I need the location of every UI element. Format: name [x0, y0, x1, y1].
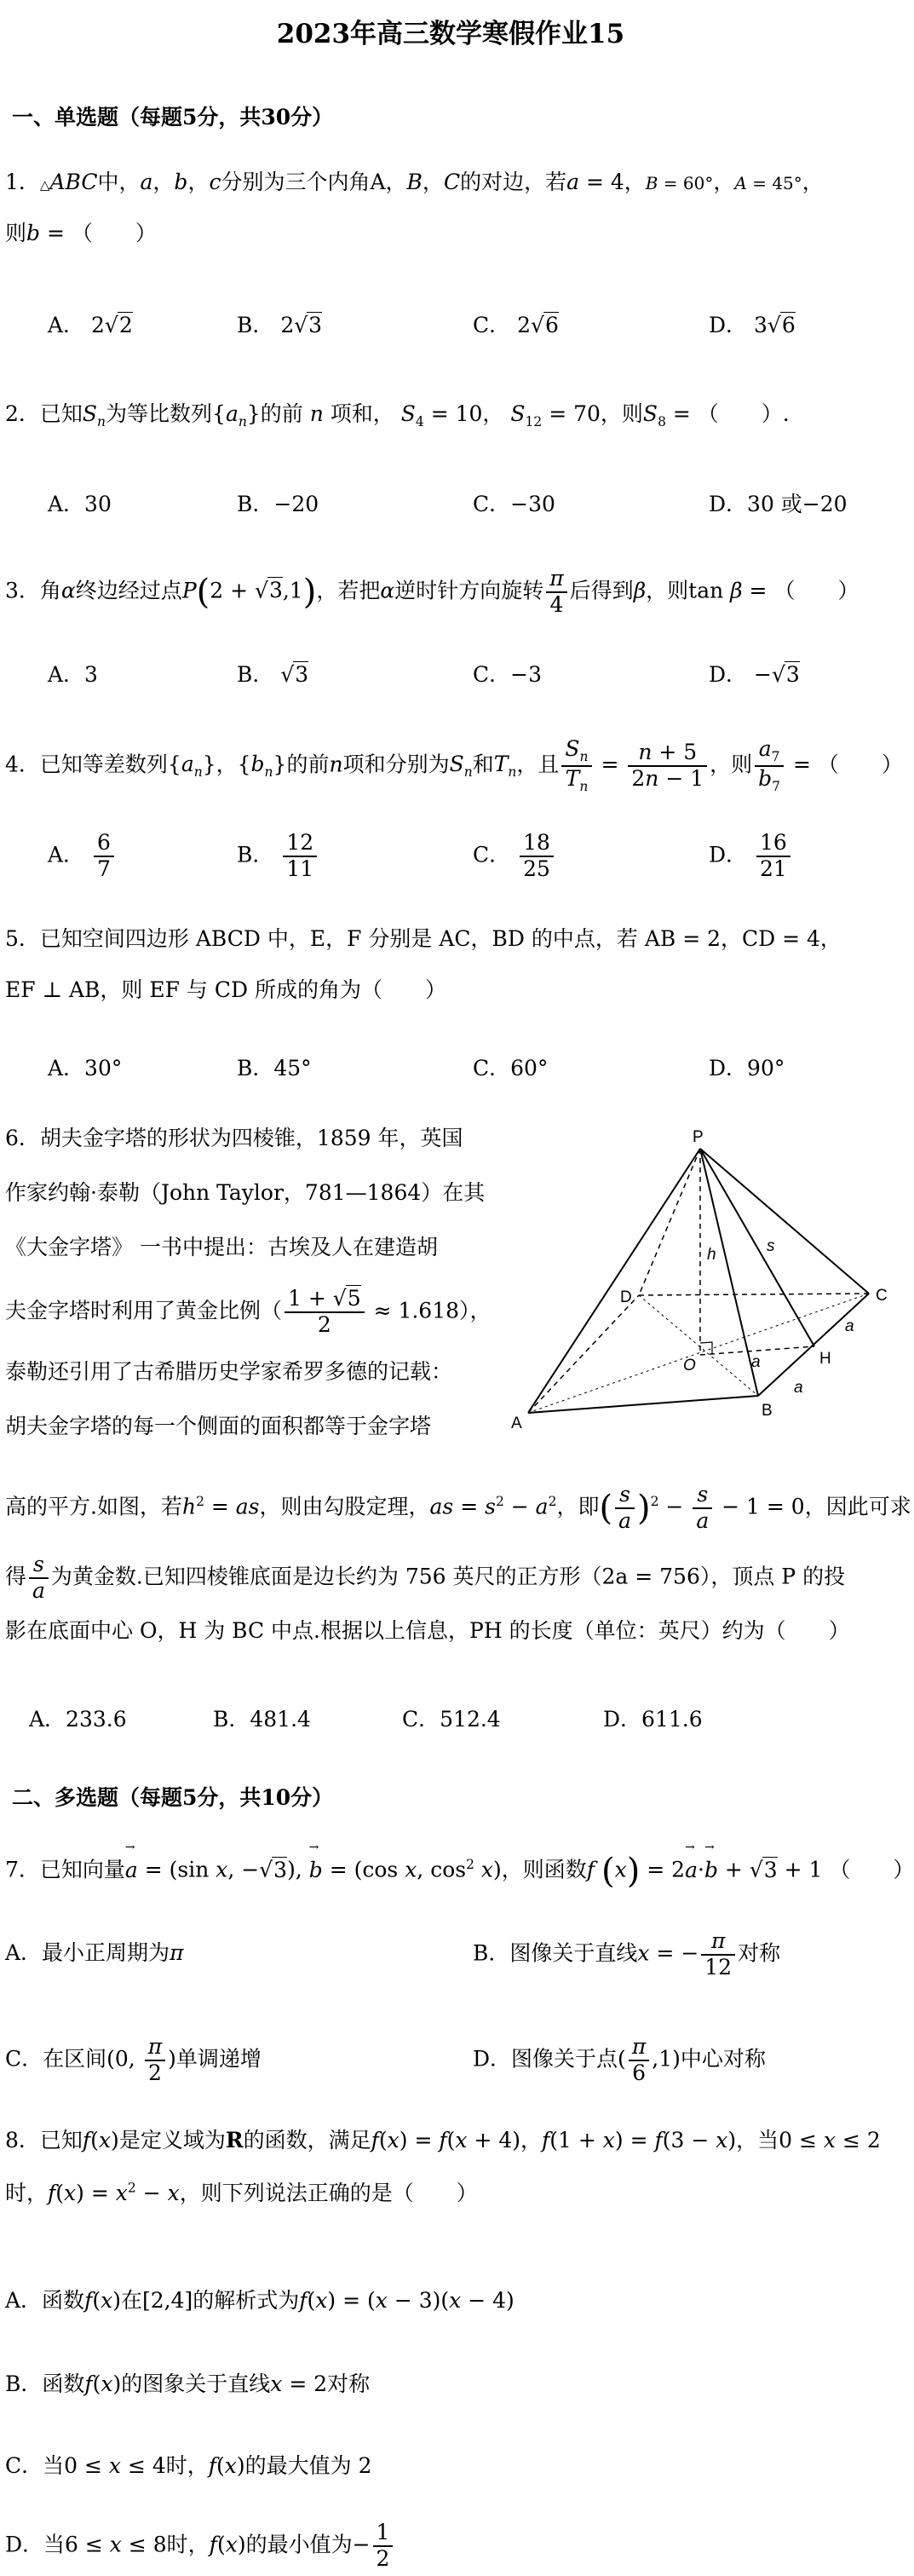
question-6-line1: 6．胡夫金字塔的形状为四棱锥，1859 年，英国	[5, 1126, 463, 1150]
question-4: 4．已知等差数列$\{a_n\}$，$\{b_n\}$的前n项和分别为$S_n$和$T_n$，且 $\frac{S_n}{T_n}$ = $\frac{n + 5}{2n - 1}$ ，则 $\frac{a_7}{b_7}$ = （ ）	[5, 736, 903, 794]
pyramid-figure	[511, 1123, 894, 1438]
question-8-line2: 时，$f(x) = x^2 - x$，则下列说法正确的是（ ）	[5, 2180, 478, 2205]
question-6-line6: 胡夫金字塔的每一个侧面的面积都等于金字塔	[5, 1414, 432, 1438]
q8-option-d[interactable]: D．当6 ≤ x ≤ 8时，f(x)的最小值为− $\frac{1}{2}$	[5, 2521, 395, 2572]
q3-option-d[interactable]: D． −√3	[709, 662, 800, 687]
q8-option-b[interactable]: B．函数f(x)的图象关于直线x = 2对称	[5, 2371, 371, 2396]
fig-label-p: P	[693, 1128, 704, 1146]
page-title: 2023年高三数学寒假作业15	[276, 19, 625, 49]
q4-option-d[interactable]: D． $\frac{16}{21}$	[709, 831, 793, 882]
question-1-line2: 则b = （ ）	[5, 221, 157, 245]
q3-option-b[interactable]: B． √3	[237, 662, 309, 687]
fig-label-a-oh: a	[751, 1353, 761, 1371]
q2-option-d[interactable]: D．30 或−20	[709, 492, 848, 516]
q7-option-c[interactable]: C．在区间(0, $\frac{\pi}{2}$ )单调递增	[5, 2034, 262, 2085]
q7-option-d[interactable]: D．图像关于点( $\frac{\pi}{6}$ ,1)中心对称	[473, 2034, 766, 2085]
fig-label-a-hc: a	[845, 1317, 854, 1335]
q1-option-b[interactable]: B． 2√3	[237, 313, 323, 337]
q6-option-d[interactable]: D．611.6	[603, 1707, 703, 1732]
question-8-line1: 8．已知f(x)是定义域为R的函数，满足f(x) = f(x + 4)，f(1 + x) = f(3 − x)，当0 ≤ x ≤ 2	[5, 2128, 881, 2152]
q1-option-c[interactable]: C． 2√6	[473, 313, 559, 337]
fig-label-b: B	[762, 1402, 773, 1420]
q3-option-a[interactable]: A．3	[48, 662, 98, 687]
q4-option-c[interactable]: C． $\frac{18}{25}$	[473, 831, 556, 882]
fig-label-a-hb: a	[794, 1379, 803, 1397]
question-6-line8: 得 $\frac{s}{a}$ 为黄金数.已知四棱锥底面是边长约为 756 英尺的正方形（2a = 756），顶点 P 的投	[5, 1552, 846, 1603]
question-6-line3: 《大金字塔》 一书中提出：古埃及人在建造胡	[5, 1235, 438, 1259]
q8-option-c[interactable]: C．当0 ≤ x ≤ 4时，f(x)的最大值为 2	[5, 2453, 372, 2478]
fig-label-o: O	[683, 1357, 696, 1374]
question-2: 2．已知$S_n$为等比数列$\{a_n\}$的前 n 项和， $S_4 = 10$， $S_{12} = 70$，则$S_8$ = （ ）.	[5, 401, 790, 429]
q5-option-a[interactable]: A．30°	[48, 1056, 123, 1081]
q6-option-b[interactable]: B．481.4	[213, 1707, 311, 1732]
question-5-line1: 5．已知空间四边形 ABCD 中，E，F 分别是 AC，BD 的中点，若 AB = 2，CD = 4，	[5, 926, 842, 951]
q2-option-a[interactable]: A．30	[48, 492, 112, 516]
question-7: 7．已知向量→ a = (sin x, −√3), → b = (cos x, $\cos^2 x$)，则函数f (x) = 2→ a·→ b + √3 + 1 （ ）	[5, 1847, 914, 1895]
fig-label-s: s	[767, 1237, 775, 1255]
question-5-line2: EF ⊥ AB，则 EF 与 CD 所成的角为（ ）	[5, 977, 446, 1002]
q8-option-a[interactable]: A．函数f(x)在[2,4]的解析式为f(x) = (x − 3)(x − 4)	[5, 2288, 514, 2313]
q5-option-c[interactable]: C．60°	[473, 1056, 549, 1081]
section-multi-choice: 二、多选题（每题5分，共10分）	[12, 1785, 334, 1810]
question-3: 3．角α终边经过点P(2 + √3,1)，若把α逆时针方向旋转 $\frac{\pi}{4}$ 后得到β，则tan β = （ ）	[5, 566, 859, 617]
fig-label-d: D	[620, 1288, 632, 1306]
question-6-line4: 夫金字塔时利用了黄金比例（ $\frac{1 + √5}{2}$ ≈ 1.618），	[5, 1286, 491, 1337]
q5-option-d[interactable]: D．90°	[709, 1056, 785, 1081]
q6-option-a[interactable]: A．233.6	[29, 1707, 127, 1732]
q7-option-b[interactable]: B．图像关于直线x = − $\frac{\pi}{12}$ 对称	[473, 1928, 781, 1980]
section-single-choice: 一、单选题（每题5分，共30分）	[12, 105, 334, 130]
fig-label-c: C	[876, 1287, 888, 1305]
q4-option-b[interactable]: B． $\frac{12}{11}$	[237, 831, 319, 882]
q7-option-a[interactable]: A．最小正周期为π	[5, 1940, 184, 1965]
q5-option-b[interactable]: B．45°	[237, 1056, 312, 1081]
question-1: 1．△ABC中，a，b，c分别为三个内角A，B，C的对边，若a = 4，B = 60°，A = 45°，	[5, 170, 824, 194]
q2-option-c[interactable]: C．−30	[473, 492, 555, 516]
q3-option-c[interactable]: C．−3	[473, 662, 542, 687]
question-6-line7: 高的平方.如图，若$h^2$ = as，则由勾股定理，as = $s^2 - a^2$，即( $\frac{s}{a}$ )$^2$ − $\frac{s}{a}$ − 1 = 0，因此可求	[5, 1482, 911, 1533]
q1-option-d[interactable]: D． 3√6	[709, 313, 796, 337]
question-6-line9: 影在底面中心 O，H 为 BC 中点.根据以上信息，PH 的长度（单位：英尺）约为（ ）	[5, 1618, 850, 1643]
fig-label-a: A	[511, 1415, 522, 1432]
question-6-line2: 作家约翰·泰勒（John Taylor，781—1864）在其	[5, 1180, 486, 1205]
q6-option-c[interactable]: C．512.4	[402, 1707, 501, 1732]
q1-option-a[interactable]: A． 2√2	[48, 313, 133, 337]
fig-label-h: h	[707, 1246, 716, 1264]
fig-label-h-point: H	[819, 1350, 831, 1368]
question-6-line5: 泰勒还引用了古希腊历史学家希罗多德的记载：	[5, 1359, 453, 1384]
q2-option-b[interactable]: B．−20	[237, 492, 319, 516]
q4-option-a[interactable]: A． $\frac{6}{7}$	[48, 831, 117, 882]
